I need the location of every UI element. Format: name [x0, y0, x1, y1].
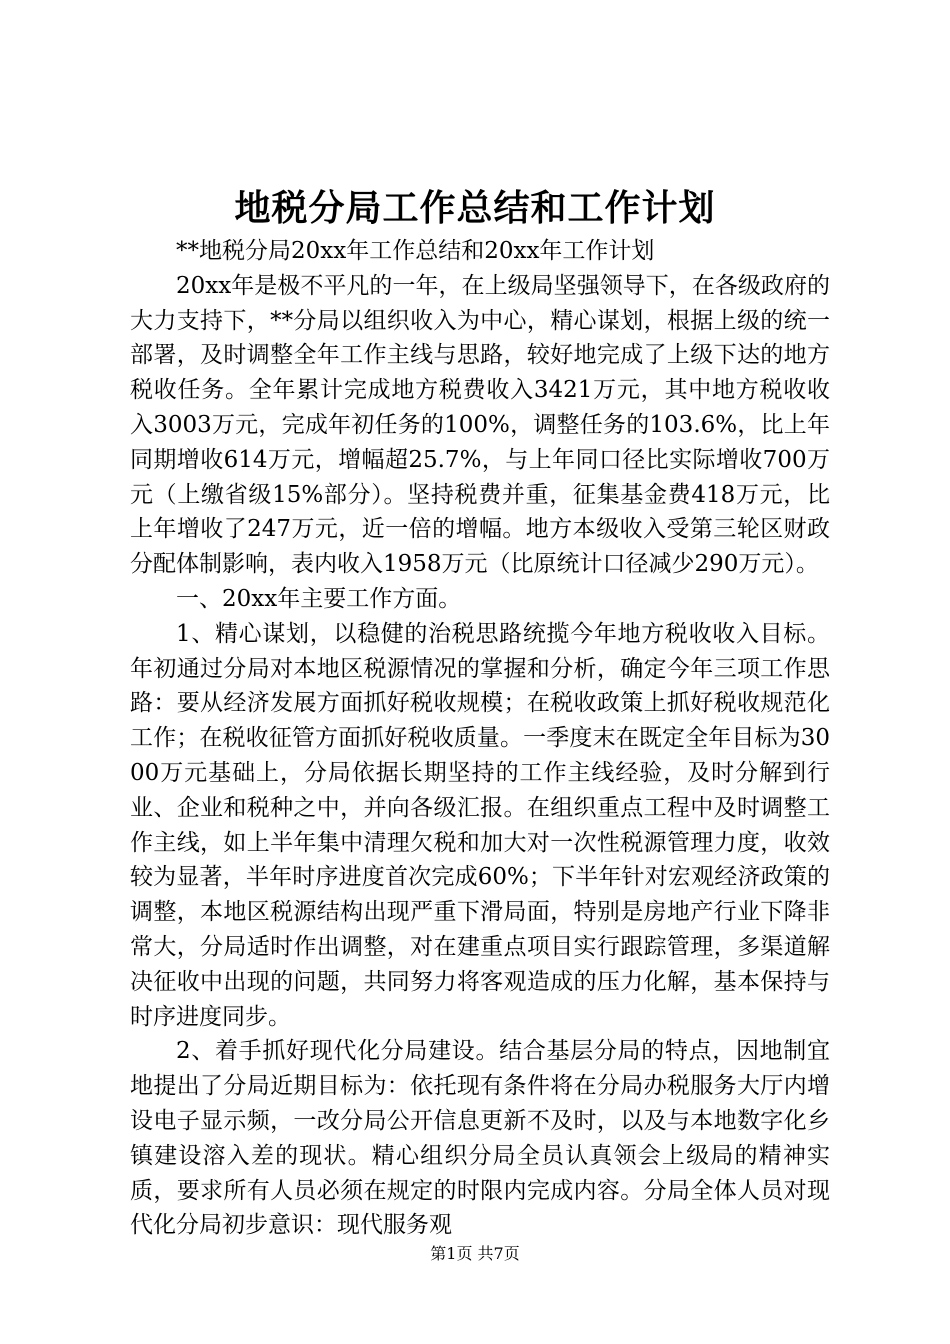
section-heading: 一、20xx年主要工作方面。 — [176, 585, 462, 612]
paragraph-intro: 20xx年是极不平凡的一年，在上级局坚强领导下，在各级政府的大力支持下，**分局以组织收入为中心，精心谋划，根据上级的统一部署，及时调整全年工作主线与思路，较好地完成了上级下达的地方税收任务。全年累计完成地方税费收入3421万元，其中地方税收收入3003万元，完成年初任务的100%，调整任务的103.6%，比上年同期增收614万元，增幅超25.7%，与上年同口径比实际增收700万元（上缴省级15%部分）。坚持税费并重，征集基金费418万元，比上年增收了247万元，近一倍的增幅。地方本级收入受第三轮区财政分配体制影响，表内收入1958万元（比原统计口径减少290万元）。 — [130, 272, 830, 578]
page-footer: 第1页 共7页 — [430, 1244, 520, 1263]
paragraph-item-2: 2、着手抓好现代化分局建设。结合基层分局的特点，因地制宜地提出了分局近期目标为：依托现有条件将在分局办税服务大厅内增设电子显示频，一改分局公开信息更新不及时，以及与本地数字化乡镇建设溶入差的现状。精心组织分局全员认真领会上级局的精神实质，要求所有人员必须在规定的时限内完成内容。分局全体人员对现代化分局初步意识：现代服务观 — [130, 1038, 830, 1239]
document-body — [130, 234, 830, 1243]
document-subtitle: **地税分局20xx年工作总结和20xx年工作计划 — [176, 238, 655, 264]
document-title: 地税分局工作总结和工作计划 — [234, 187, 716, 229]
paragraph-item-1: 1、精心谋划，以稳健的治税思路统揽今年地方税收收入目标。年初通过分局对本地区税源情况的掌握和分析，确定今年三项工作思路：要从经济发展方面抓好税收规模；在税收政策上抓好税收规范化工作；在税收征管方面抓好税收质量。一季度末在既定全年目标为3000万元基础上，分局依据长期坚持的工作主线经验，及时分解到行业、企业和税种之中，并向各级汇报。在组织重点工程中及时调整工作主线，如上半年集中清理欠税和加大对一次性税源管理力度，收效较为显著，半年时序进度首次完成60%；下半年针对宏观经济政策的调整，本地区税源结构出现严重下滑局面，特别是房地产行业下降非常大，分局适时作出调整，对在建重点项目实行跟踪管理，多渠道解决征收中出现的问题，共同努力将客观造成的压力化解，基本保持与时序进度同步。 — [130, 620, 830, 1030]
